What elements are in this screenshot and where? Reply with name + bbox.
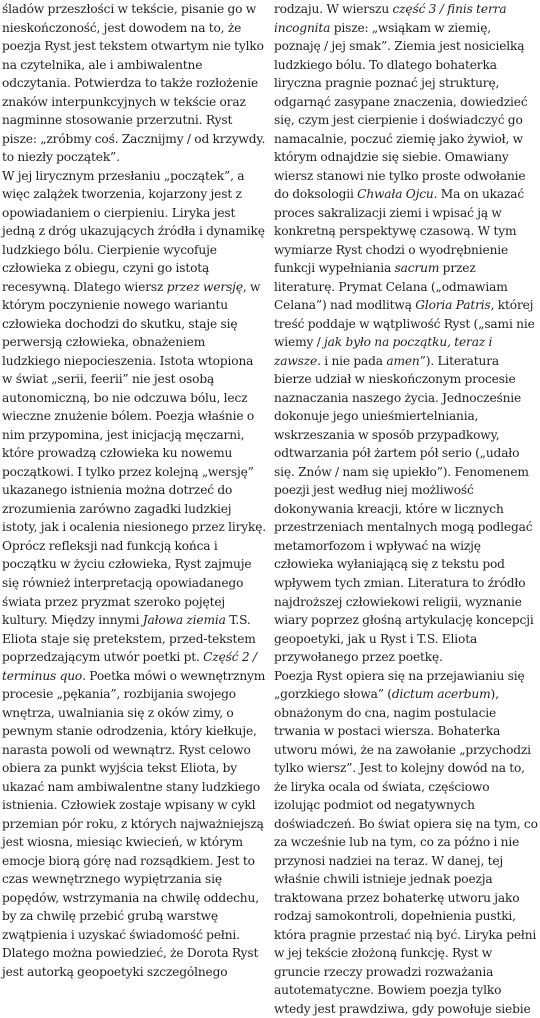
right-column — [272, 0, 538, 1016]
italic-phrase: dictum acerbum — [391, 687, 491, 702]
paragraph: Oprócz refleksji nad funkcją końca i początku w życiu człowieka, Ryst zajmuje się również interpretacją opowiadanego świata przez pryzmat szeroko pojętej kultury. Między innymi Jałowa ziemia T.S. Eliota staje się pretekstem, przed-tekstem poprzedzającym utwór poetki pt. Część 2 / terminus quo. Poetka mówi o wewnętrznym procesie „pękania”, rozbijania swojego wnętrza, uwalniania się z oków zimy, o pewnym stanie odrodzenia, który kiełkuje, narasta powoli od wewnątrz. Ryst celowo obiera za punkt wyjścia tekst Eliota, by ukazać nam ambiwalentne stany ludzkiego istnienia. Człowiek zostaje wpisany w cykl przemian pór roku, z których najważniejszą jest wiosna, miesiąc kwiecień, w którym emocje biorą górę nad rozsądkiem. Jest to czas wewnętrznego wypiętrzania się popędów, wstrzymania na chwilę oddechu, by za chwilę przebić grubą warstwę zwątpienia i uzyskać świadomość pełni. Dlatego można powiedzieć, że Dorota Ryst jest autorką geopoetyki szczególnego — [2, 538, 266, 979]
left-column — [1, 0, 267, 979]
paragraph: W jej lirycznym przesłaniu „początek”, a więc zalążek tworzenia, kojarzony jest z opowiadaniem o cierpieniu. Liryka jest jedną z dróg ukazujących źródła i dynamikę ludzkiego bólu. Cierpienie wycofuje człowieka z obiegu, czyni go istotą recesywną. Dlatego wiersz przez wersję, w którym poczynienie nowego wariantu człowieka dochodzi do skutku, staje się perwersją człowieka, obnażeniem ludzkiego niepocieszenia. Istota wtopiona w świat „serii, feerii” nie jest osobą autonomiczną, bo nie odczuwa bólu, lecz wieczne znużenie bólem. Poezja właśnie o nim przypomina, jest inicjacją męczarni, które prowadzą człowieka ku nowemu początkowi. I tylko przez kolejną „wersję” ukazanego istnienia można dotrzeć do zrozumienia zarówno zagadki ludzkiej istoty, jak i ocalenia niesionego przez lirykę. — [2, 168, 267, 535]
italic-phrase: sacrum — [394, 261, 440, 276]
italic-phrase: Gloria Patris — [415, 298, 491, 313]
italic-phrase: Jałowa ziemia — [142, 613, 226, 628]
italic-phrase: część 3 / finis terra incognita — [274, 2, 507, 35]
paragraph: Poezja Ryst opiera się na przejawianiu się „gorzkiego słowa” (dictum acerbum), obnażonym do cna, nagim postulacie trwania w postaci wiersza. Bohaterka utworu mówi, że na zawołanie „przychodzi tylko wiersz”. Jest to kolejny dowód na to, że liryka ocala od świata, częściowo izolując podmiot od negatywnych doświadczeń. Bo świat opiera się na tym, co za wcześnie lub na tym, co za późno i nie przynosi nadziei na teraz. W danej, tej właśnie chwili istnieje jednak poezja traktowana przez bohaterkę utworu jako rodzaj samokontroli, dopełnienia pustki, która pragnie przestać nią być. Liryka pełni w jej tekście złożoną funkcję. Ryst w gruncie rzeczy prowadzi rozważania autotematyczne. Bowiem poezja tylko wtedy jest prawdziwa, gdy powołuje siebie — [274, 668, 538, 1016]
paragraph: śladów przeszłości w tekście, pisanie go w nieskończoność, jest dowodem na to, że poezja Ryst jest tekstem otwartym nie tylko na czytelnika, ale i ambiwalentne odczytania. Potwierdza to także rozłożenie znaków interpunkcyjnych w tekście oraz nagminne stosowanie przerzutni. Ryst pisze: „zróbmy coś. Zacznijmy / od krzywdy. to niezły początek”. — [2, 2, 266, 165]
italic-phrase: Część 2 / terminus quo — [2, 650, 257, 683]
italic-phrase: przez wersję — [166, 279, 243, 294]
italic-phrase: amen — [386, 353, 420, 368]
paragraph: rodzaju. W wierszu część 3 / finis terra incognita pisze: „wsiąkam w ziemię, poznaję / jej smak”. Ziemia jest nosicielką ludzkiego bólu. To dlatego bohaterka liryczna pragnie poznać jej strukturę, odgarnąć zasypane znaczenia, dowiedzieć się, czym jest cierpienie i doświadczyć go namacalnie, poczuć ziemię jako żywioł, w którym odnajdzie się siebie. Omawiany wiersz stanowi nie tylko proste odwołanie do doksologii Chwała Ojcu. Ma on ukazać proces sakralizacji ziemi i wpisać ją w konkretną perspektywę czasową. W tym wymiarze Ryst chodzi o wyodrębnienie funkcji wypełniania sacrum przez literaturę. Prymat Celana („odmawiam Celana”) nad modlitwą Gloria Patris, której treść poddaje w wątpliwość Ryst („sami nie wiemy / jak było na początku, teraz i zawsze. i nie pada amen”). Literatura bierze udział w nieskończonym procesie naznaczania naszego życia. Jednocześnie dokonuje jego unieśmiertelniania, wskrzeszania w sposób przypadkowy, odtwarzania pół żartem pół serio („udało się. Znów / nam się upiekło”). Fenomenem poezji jest według niej możliwość dokonywania kreacji, które w licznych przestrzeniach mentalnych mogą podlegać metamorfozom i wpływać na wizję człowieka wyłaniającą się z tekstu pod wpływem tych zmian. Literatura to źródło najdroższej człowiekowi religii, wyznanie wiary poprzez głośną artykulację koncepcji geopoetyki, jak u Ryst i T.S. Eliota przywołanego przez poetkę. — [274, 2, 535, 665]
italic-phrase: jak było na początku, teraz i zawsze. — [274, 335, 493, 368]
italic-phrase: Chwała Ojcu — [357, 187, 434, 202]
